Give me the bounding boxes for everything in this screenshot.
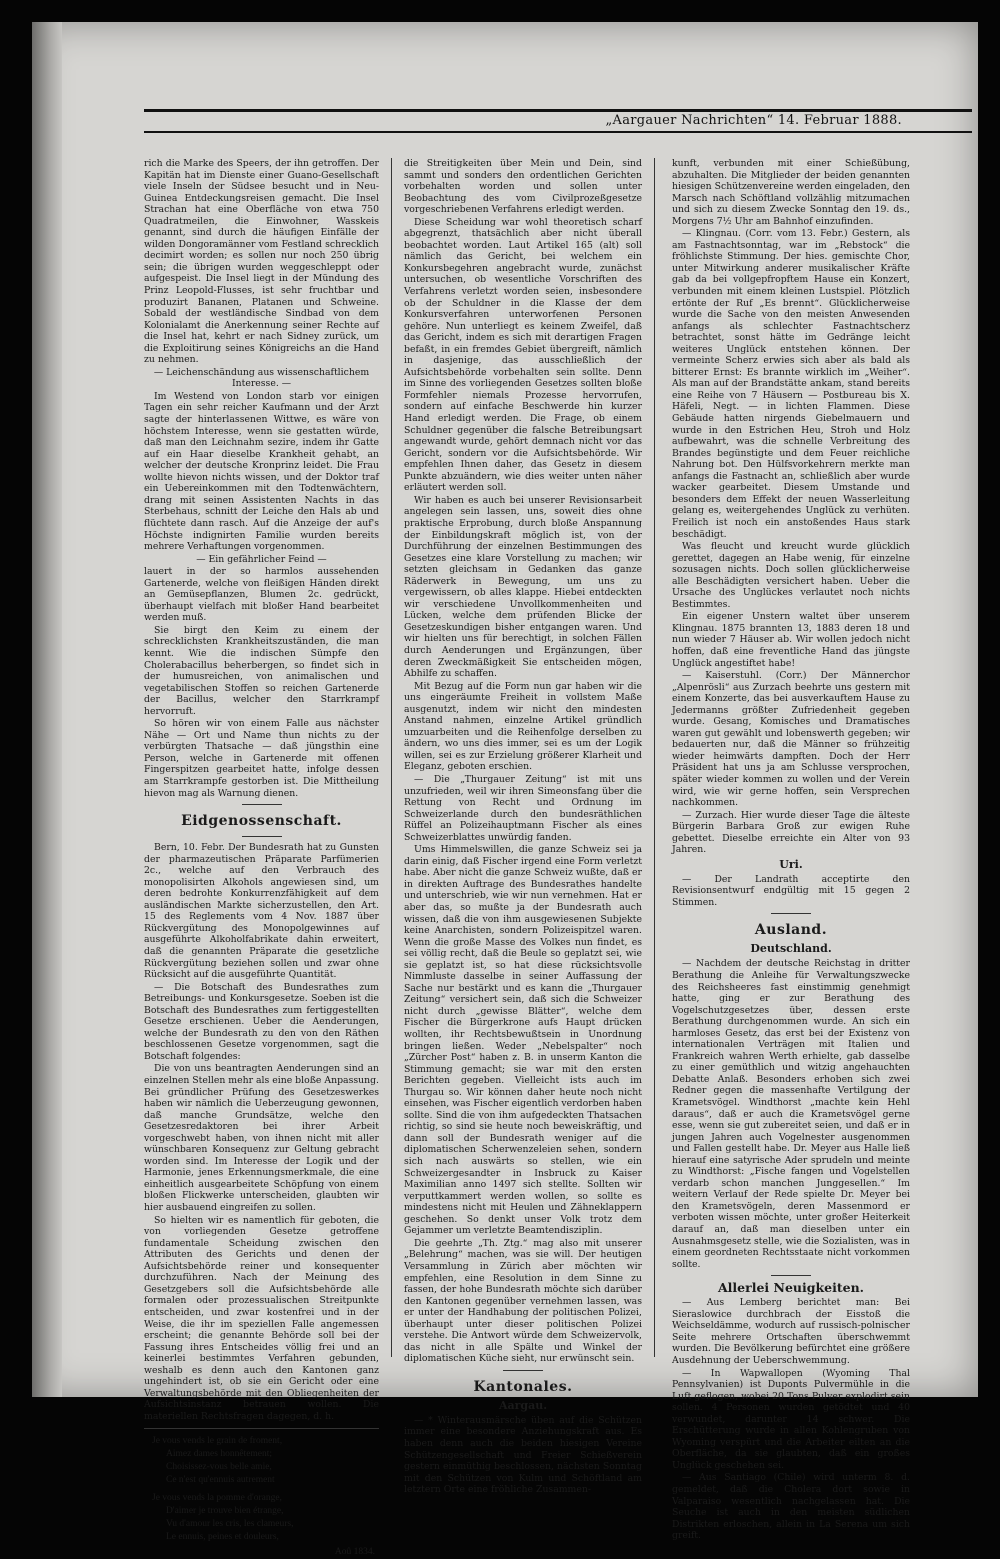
article-text: — Zurzach. Hier wurde dieser Tage die älteste Bürgerin Barbara Groß zur ewigen Ruhe gebettet. Dieselbe erreichte ein Alter von 93 Jahren. bbox=[672, 809, 910, 856]
article-text: — Nachdem der deutsche Reichstag in dritter Berathung die Anleihe für Verwaltungszwecke des Reichsheeres fast einstimmig genehmigt hatte, ging er zur Berathung des Vogelschutzgesetzes über, dessen erste Berathung durchgenommen wurde. An sich ein harmloses Gesetz, das erst bei der Existenz von internationalen Verträgen mit Italien und Frankreich wahren Werth erhielte, gab dasselbe zu einer gemüthlich und witzig angehauchten Debatte Anlaß. Besonders erhoben sich zwei Redner gegen die massenhafte Vertilgung der Krametsvögel. Windthorst „machte kein Hehl daraus“, daß er auch die Krametsvögel gerne esse, wenn sie gut zubereitet seien, und daß er in jungen Jahren auch Vogelnester ausgenommen und Fallen gestellt habe. Dr. Meyer aus Halle ließ hierauf eine satyrische Ader sprudeln und meinte zu Windthorst: „Fische fangen und Vogelstellen verdarb schon manchen Junggesellen.“ Im weitern Verlauf der Rede spielte Dr. Meyer bei den Krametsvögeln, deren Massenmord er verboten wissen möchte, unter großer Heiterkeit darauf an, daß man dieselben unter ein Ausnahmsgesetz stelle, wie die Sozialisten, was in einem geordneten Rechtsstaate nicht vorkommen sollte. bbox=[672, 958, 910, 1270]
header-rule-bottom bbox=[144, 131, 972, 133]
page-binding bbox=[32, 22, 62, 1397]
article-text: Ein eigener Unstern waltet über unserem Klingnau. 1875 brannten 13, 1883 deren 18 und nun wieder 7 Häuser ab. Wir wollen jedoch nicht hoffen, daß eine freventliche Hand das jüngste Unglück angestiftet habe! bbox=[672, 611, 910, 669]
divider bbox=[503, 1370, 543, 1371]
article-text: die Streitigkeiten über Mein und Dein, sind sammt und sonders den ordentlichen Gerichten vorbehalten worden und sollen unter Beobachtung des vom Civilprozeßgesetze vorgeschriebenen Verfahrens erledigt werden. bbox=[404, 158, 642, 216]
article-text: Sie birgt den Keim zu einem der schrecklichsten Krankheitszuständen, die man kennt. Wie die indischen Sümpfe den Cholerabacillus beherbergen, so findet sich in der humusreichen, von animalischen und vegetabilischen Stoffen so reichen Gartenerde der Bacillus, welcher den Starrkrampf hervorruft. bbox=[144, 624, 379, 717]
subheading-uri: Uri. bbox=[779, 857, 803, 871]
article-text: Diese Scheidung war wohl theoretisch scharf abgegrenzt, thatsächlich aber nicht überall beobachtet worden. Laut Artikel 165 (alt) soll nämlich das Gericht, bei welchem ein Konkursbegehren angebracht wurde, zunächst untersuchen, ob wesentliche Vorschriften des Verfahrens verletzt worden seien, insbesondere ob der Schuldner in die Klasse der dem Konkursverfahren unterworfenen Personen gehöre. Nun unterliegt es keinem Zweifel, daß das Gericht, indem es sich mit derartigen Fragen befaßt, in ein fremdes Gebiet übergreift, nämlich in dasjenige, das ausschließlich der Aufsichtsbehörde vorbehalten sein sollte. Denn im Sinne des vorliegenden Gesetzes sollten bloße Formfehler niemals Prozesse hervorrufen, sondern auf einfache Beschwerde hin kurzer Hand erledigt werden. Die Frage, ob einem Schuldner gegenüber die falsche Betreibungsart angewandt wurde, gehört demnach nicht vor das Gericht, sondern vor die Aufsichtsbehörde. Wir empfehlen Ihnen daher, das Gesetz in diesem Punkte abzuändern, wie dies weiter unten näher erläutert werden soll. bbox=[404, 216, 642, 494]
column-1 bbox=[144, 158, 379, 1558]
divider bbox=[242, 836, 282, 837]
poem-line: D'aimer je trouve bien étrange, bbox=[166, 1506, 284, 1517]
article-text: — Aus Santiago (Chile) wird unterm 8. d. gemeldet, daß die Cholera dort sowie in Valparaiso wesentlich nachgelassen hat. Die Seuche ist auch in den meisten südlichen Distrikten erloschen, allein in La Serena um sich greift. bbox=[672, 1472, 910, 1542]
column-rule-2 bbox=[654, 158, 655, 1357]
article-text: — * Winterausmärsche üben auf die Schützen immer eine besondere Anziehungskraft aus. Es haben denn auch die beiden hiesigen Vereine Schützengesellschaft und Freier Schießverein gestern einmüthig beschlossen, nächsten Sonntag mit den Schützen von Kulm und Schöftland am letztern Orte eine fröhliche Zusammen- bbox=[404, 1414, 642, 1496]
section-heading-kantonales: Kantonales. bbox=[473, 1378, 573, 1395]
article-text: Bern, 10. Febr. Der Bundesrath hat zu Gunsten der pharmazeutischen Präparate Parfümerien 2c., welche auf den Verbrauch des monopolisirten Alkohols angewiesen sind, um deren bedrohte Konkurrenzfähigkeit auf dem ausländischen Markte sicherzustellen, den Art. 15 des Reglements vom 4 Nov. 1887 über Rückvergütung des Monopolgewinnes auf ausgeführte Alkoholfabrikate dahin erweitert, daß die genannten Präparate die gesetzliche Rückvergütung beziehen sollen und zwar ohne Rücksicht auf die ausgeführte Quantität. bbox=[144, 842, 379, 981]
section-heading-allerlei: Allerlei Neuigkeiten. bbox=[717, 1280, 865, 1296]
article-text: Im Westend von London starb vor einigen Tagen ein sehr reicher Kaufmann und der Arzt sagte der hinterlassenen Wittwe, es wäre von höchstem Interesse, wenn sie gestatten würde, daß man den Leichnahm sezire, indem ihr Gatte auf ein Haar dieselbe Krankheit gehabt, an welcher der deutsche Kronprinz leidet. Die Frau wollte hievon nichts wissen, und der Doktor traf ein Uebereinkommen mit den Todtenwächtern, drang mit seinen Assistenten Nachts in das Sterbehaus, schnitt der Leiche den Hals ab und flüchtete dann rasch. Auf die Anzeige der auf's Höchste indignirten Familie wurden bereits mehrere Verhaftungen vorgenommen. bbox=[144, 390, 379, 553]
article-text: Die von uns beantragten Aenderungen sind an einzelnen Stellen mehr als eine bloße Anpassung. Bei gründlicher Prüfung des Gesetzeswerkes haben wir nämlich die Ueberzeugung gewonnen, daß manche Grundsätze, welche den Gesetzesredaktoren bei ihrer Arbeit vorgeschwebt haben, von ihnen nicht mit aller wünschbaren Konsequenz zur Geltung gebracht worden sind. Im Interesse der Logik und der Harmonie, jenes Erkennungsmerkmale, die eine einheitlich ausgearbeitete Schöpfung von einem bloßen Flickwerke unterscheiden, glaubten wir hier ausbauend eingreifen zu sollen. bbox=[144, 1063, 379, 1214]
newspaper-page bbox=[32, 22, 978, 1558]
article-text: — In Wapwallopen (Wyoming Thal Pennsylvanien) ist Duponts Pulvermühle in die Luft geflogen, wobei 20 Tons Pulver explodirt sein sollen. 4 Personen wurden getödtet und 40 verwundet, darunter 14 schwer. Die Erschütterung wurde in allen Kohlengruben von Wyoming verspürt und die Arbeiter eilten an die Oberfläche, da sie glaubten, daß ein großes Unglück geschehen sei. bbox=[672, 1367, 910, 1471]
article-text: — Die „Thurgauer Zeitung“ ist mit uns unzufrieden, weil wir ihren Simeonsfang über die Rettung von Recht und Ordnung im Schweizerlande durch den bundesräthlichen Rüffel an Polizeihauptmann Fischer als eines Schweizerblattes unwürdig fanden. bbox=[404, 773, 642, 843]
poem-line: Je vous vends la pomme d'orange, bbox=[152, 1493, 282, 1504]
divider bbox=[771, 913, 811, 914]
article-text: — Die Botschaft des Bundesrathes zum Betreibungs- und Konkursgesetze. Soeben ist die Botschaft des Bundesrathes zum fertiggestellten Gesetze erschienen. Ueber die Aenderungen, welche der Bundesrath zu den von den Räthen beschlossenen Gesetze vorgenommen, sagt die Botschaft folgendes: bbox=[144, 981, 379, 1062]
poem-line: Le ennuis, peines et douleurs, bbox=[166, 1532, 279, 1543]
divider bbox=[242, 804, 282, 805]
article-text: — Klingnau. (Corr. vom 13. Febr.) Gestern, als am Fastnachtsonntag, war im „Rebstock“ die fröhlichste Stimmung. Der hies. gemischte Chor, unter Mitwirkung anderer musikalischer Kräfte gab da bei vollgepfropftem Hause ein Konzert, verbunden mit einem kleinen Lustspiel. Plötzlich ertönte der Ruf „Es brennt“. Glücklicherweise wurde die Sache von den meisten Anwesenden anfangs als schlechter Fastnachtscherz betrachtet, sonst hätte im Gedränge leicht weiteres Unglück entstehen können. Der vermeinte Scherz erwies sich aber als bald als bitterer Ernst: Es brannte wirklich im „Weiher“. Als man auf der Brandstätte ankam, stand bereits eine Reihe von 7 Häusern — Postbureau bis X. Häfeli, Negt. — in lichten Flammen. Diese Gebäude hatten nirgends Giebelmauern und wurde in den Estrichen Heu, Stroh und Holz aufbewahrt, was die schnelle Verbreitung des Brandes begünstigte und dem Feuer reichliche Nahrung bot. Den Hülfsvorkehrern merkte man anfangs die Fastnacht an, schließlich aber wurde wacker gearbeitet. Diesem Umstande und besonders dem Effekt der neuen Wasserleitung gelang es, weitergehendes Unglück zu verhüten. Freilich ist noch ein anstoßendes Haus stark beschädigt. bbox=[672, 228, 910, 540]
article-text: — Der Landrath acceptirte den Revisionsentwurf endgültig mit 15 gegen 2 Stimmen. bbox=[672, 873, 910, 908]
article-text: Was fleucht und kreucht wurde glücklich gerettet, dagegen an Habe wenig, für einzelne sozusagen nichts. Doch sollen glücklicherweise alle Beschädigten versichert haben. Ueber die Ursache des Unglückes verlautet noch nichts Bestimmtes. bbox=[672, 541, 910, 610]
article-text: Ums Himmelswillen, die ganze Schweiz sei ja darin einig, daß Fischer irgend eine Form verletzt habe. Aber nicht die ganze Schweiz wußte, daß er in direkten Auftrage des Bundesrathes handelte und unterschrieb, wie wir nun vernehmen. Hat er aber das, so mußte ja der Bundesrath auch wissen, daß die von ihm ausgewiesenen Subjekte keine Anarchisten, sondern Polizeispitzel waren. Wenn die große Masse des Volkes nun findet, es sei völlig recht, daß die Beule so geplatzt sei, wie sie geplatzt ist, so hat diese rücksichtsvolle Nimmluste dasselbe in seiner Auffassung der Sache nur bestärkt und es kann die „Thurgauer Zeitung“ versichert sein, daß sich die Schweizer nicht durch „gewisse Blätter“, welche dem Fischer die Bürgerkrone aufs Haupt drücken wollten, ihr Rechtsbewußtsein in Unordnung bringen ließen. Weder „Nebelspalter“ noch „Zürcher Post“ haben z. B. in unserm Kanton die Stimmung gemacht; sie war mit den ersten Berichten gegeben. Vielleicht ists auch im Thurgau so. Wir können daher heute noch nicht einsehen, was Fischer eigentlich verdorben haben sollte. Sind die von ihm aufgedeckten Thatsachen richtig, so sind sie heute noch beweiskräftig, und dann soll der Bundesrath weniger auf die diplomatischen Scherwenzeleien sehen, sondern sich nach auswärts so stellen, wie ein Schweizergesandter in Insbruck zu Kaiser Maximilian anno 1497 sich stellte. Sollten wir verputtkammert werden wollen, so sollte es mindestens nicht mit Heulen und Zähneklappern geschehen. So denkt unser Volk trotz dem Gejammer um verletzte Beamtendisziplin. bbox=[404, 844, 642, 1237]
article-text: Wir haben es auch bei unserer Revisionsarbeit angelegen sein lassen, uns, soweit dies ohne praktische Erprobung, durch bloße Anspannung der Einbildungskraft möglich ist, von der Durchführung der einzelnen Bestimmungen des Gesetzes eine klare Vorstellung zu machen; wir setzten gleichsam in Gedanken das ganze Räderwerk in Bewegung, um uns zu vergewissern, ob alles klappe. Hiebei entdeckten wir verschiedene Unvollkommenheiten und Lücken, welche dem prüfenden Blicke der Gesetzeskundigen bisher entgangen waren. Und wir hielten uns für berechtigt, in solchen Fällen durch Aenderungen und Ergänzungen, über deren Zweckmäßigkeit Sie entscheiden mögen, Abhilfe zu schaffen. bbox=[404, 494, 642, 680]
column-rule-1 bbox=[391, 158, 392, 1357]
article-heading: — Ein gefährlicher Feind — bbox=[196, 553, 327, 565]
poem-line: Je vous vends le grain de froment, bbox=[152, 1436, 283, 1447]
divider bbox=[771, 1275, 811, 1276]
poem-line: Ce n'est qu'ennuis autrement bbox=[166, 1475, 275, 1486]
article-heading: — Leichenschändung aus wissenschaftlichem Interesse. — bbox=[153, 366, 370, 390]
poem-line: Choisissez-vous belle amie, bbox=[166, 1462, 272, 1473]
article-text: — Aus Lemberg berichtet man: Bei Sieraslowice durchbrach der Eisstoß die Weichseldämme, wodurch auf russisch-polnischer Seite mehrere Ortschaften überschwemmt wurden. Die Bevölkerung befürchtet eine größere Ausdehnung der Ueberschwemmung. bbox=[672, 1297, 910, 1366]
subheading-deutschland: Deutschland. bbox=[750, 942, 832, 956]
article-text: kunft, verbunden mit einer Schießübung, abzuhalten. Die Mitglieder der beiden genannten hiesigen Schützenvereine werden eingeladen, den Marsch nach Schöftland vollzählig mitzumachen und sich zu diesem Zwecke Sonntag den 19. ds., Morgens 7½ Uhr am Bahnhof einzufinden. bbox=[672, 158, 910, 227]
article-text: rich die Marke des Speers, der ihn getroffen. Der Kapitän hat im Dienste einer Guano-Gesellschaft viele Inseln der Südsee besucht und in Neu-Guinea Entdeckungsreisen gemacht. Die Insel Strachan hat eine Oberfläche von etwa 750 Quadratmeilen, die Einwohner, Wasskeis genannt, sind durch die häufigen Einfälle der wilden Dongoramänner vom Festland schrecklich decimirt worden; es sollen nur noch 250 übrig sein; die übrigen wurden weggeschleppt oder aufgespeist. Die Insel liegt in der Mündung des Prinz Leopold-Flusses, ist sehr fruchtbar und produzirt Bananen, Platanen und Schweine. Sobald der westländische Sindbad von dem Kolonialamt die Anerkennung seiner Rechte auf die Insel hat, kehrt er nach Sidney zurück, um die Exploitirung seines Königreichs an die Hand zu nehmen. bbox=[144, 158, 379, 366]
poem-box bbox=[152, 1435, 379, 1559]
poem-line: Aimez dames honnêtement; bbox=[166, 1449, 273, 1460]
running-head: „Aargauer Nachrichten“ 14. Februar 1888. bbox=[605, 113, 902, 128]
column-2 bbox=[404, 158, 642, 1496]
poem-line: Vu d'amour les cris, les clameurs, bbox=[166, 1519, 294, 1530]
divider bbox=[144, 1428, 379, 1429]
article-text: Mit Bezug auf die Form nun gar haben wir die uns eingeräumte Freiheit in vollstem Maße ausgenutzt, indem wir nicht den mindesten Anstand nahmen, einzelne Artikel gründlich umzuarbeiten und die Reihenfolge derselben zu ändern, wo uns dies immer, sei es um der Logik willen, sei es zur Erzielung größerer Klarheit und Eleganz, geboten erschien. bbox=[404, 680, 642, 773]
subheading-aargau: Aargau. bbox=[498, 1398, 548, 1412]
article-text: So hören wir von einem Falle aus nächster Nähe — Ort und Name thun nichts zu der verbürgten Thatsache — daß jüngsthin eine Person, welche in Gartenerde mit offenen Fingerspitzen gearbeitet hatte, infolge dessen am Starrkrampfe gestorben ist. Die Mittheilung hievon mag als Warnung dienen. bbox=[144, 718, 379, 799]
article-text: — Kaiserstuhl. (Corr.) Der Männerchor „Alpenrösli“ aus Zurzach beehrte uns gestern mit einem Konzerte, das bei ausverkauftem Hause zu Jedermanns größter Zufriedenheit gegeben wurde. Gesang, Komisches und Dramatisches waren gut gewählt und lobenswerth gegeben; wir bedauerten nur, daß die Männer so frühzeitig wieder heimwärts dampften. Doch der Herr Präsident hat uns ja am Schlusse versprochen, später wieder kommen zu wollen und der Verein wird, wie wir gerne hoffen, sein Versprechen nachkommen. bbox=[672, 670, 910, 809]
article-text: Die geehrte „Th. Ztg.“ mag also mit unserer „Belehrung“ machen, was sie will. Der heutigen Versammlung in Zürich aber möchten wir empfehlen, eine Resolution in dem Sinne zu fassen, der hohe Bundesrath möchte sich darüber den Kantonen gegenüber vernehmen lassen, was er unter der Handhabung der politischen Polizei, überhaupt unter dieser politischen Polizei verstehe. Die Antwort würde dem Schweizervolk, das nicht in alle Spälte und Winkel der diplomatischen Küche sieht, nur erwünscht sein. bbox=[404, 1237, 642, 1365]
section-heading-eidgenossenschaft: Eidgenossenschaft. bbox=[181, 813, 342, 830]
column-3 bbox=[672, 158, 910, 1542]
section-heading-ausland: Ausland. bbox=[754, 922, 828, 939]
article-text: lauert in der so harmlos aussehenden Gartenerde, welche von fleißigen Händen direkt an Gemüsepflanzen, Blumen 2c. gedrückt, überhaupt vielfach mit bloßer Hand bearbeitet werden muß. bbox=[144, 566, 379, 624]
article-text: So hielten wir es namentlich für geboten, die von vorliegenden Gesetze getroffene fundamentale Scheidung zwischen den Attributen des Gerichts und denen der Aufsichtsbehörde reiner und konsequenter durchzuführen. Nach der Meinung des Gesetzgebers soll die Aufsichtsbehörde alle formalen oder prozessualischen Streitpunkte entscheiden, und zwar kostenfrei und in der Weise, die ihr im speziellen Falle angemessen erscheint; die genannte Behörde soll bei der Fassung ihres Entscheides völlig frei und an keinerlei bestimmtes Verfahren gebunden, weshalb es denn auch den Kantonen ganz ungehindert ist, ob sie ein Gericht oder eine Verwaltungsbehörde mit den Obliegenheiten der Aufsichtsinstanz betrauen wollen. Die materiellen Rechtsfragen dagegen, d. h. bbox=[144, 1214, 379, 1422]
poem-signature: Aoû 1834. bbox=[334, 1547, 375, 1558]
